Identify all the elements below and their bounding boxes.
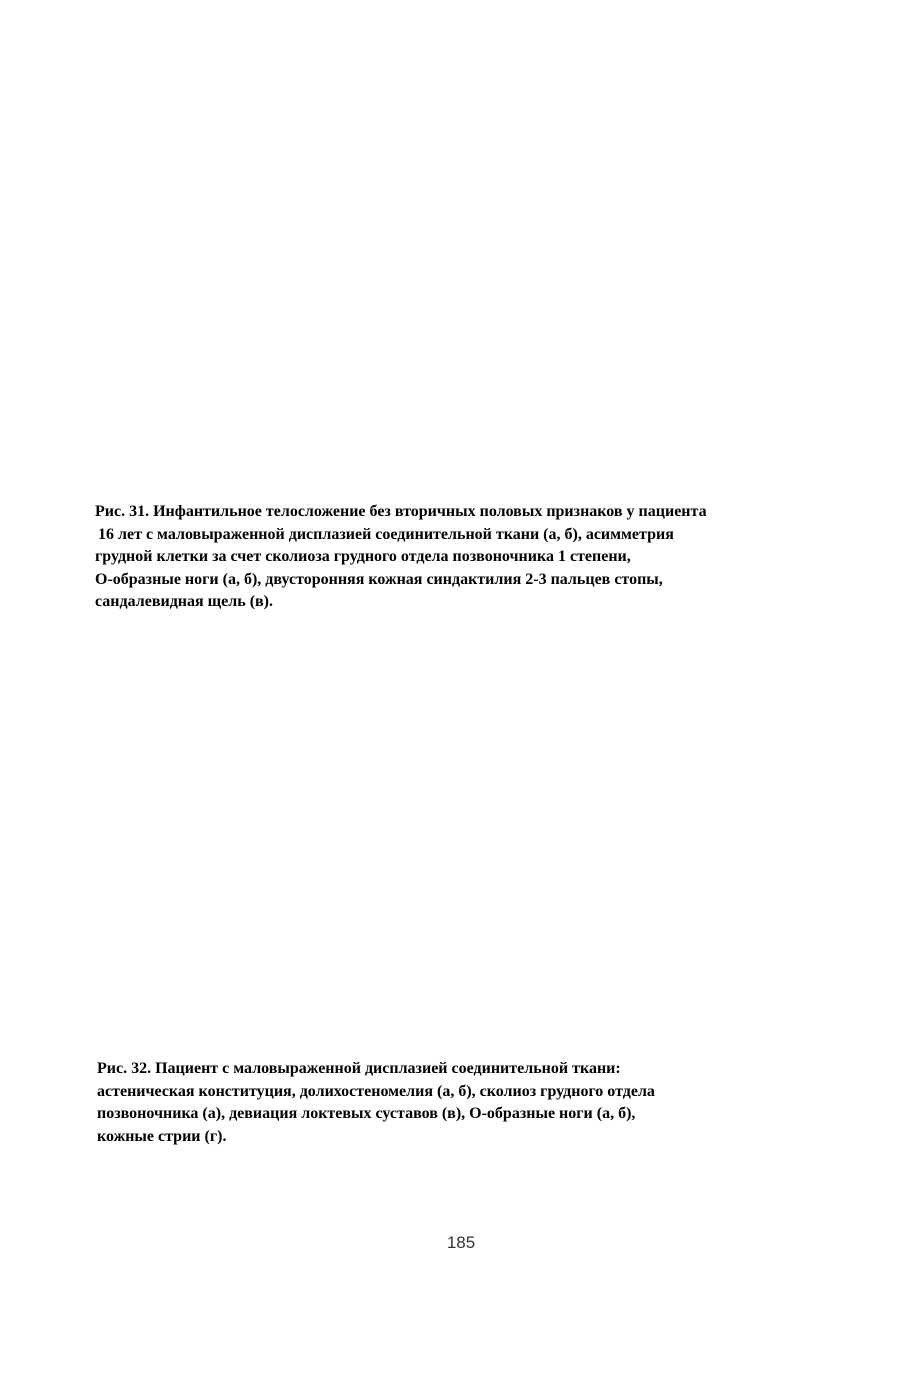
caption-line: грудной клетки за счет сколиоза грудного отдела позвоночника 1 степени,: [95, 548, 631, 565]
figure-32-caption: [97, 1058, 837, 1148]
caption-line: Рис. 32. Пациент с маловыраженной дисплазией соединительной ткани:: [97, 1060, 621, 1077]
caption-line: О-образные ноги (а, б), двусторонняя кожная синдактилия 2-3 пальцев стопы,: [95, 570, 663, 588]
caption-line: Рис. 31. Инфантильное телосложение без вторичных половых признаков у пациента: [95, 503, 707, 520]
caption-line: 16 лет с маловыраженной дисплазией соединительной ткани (а, б), асимметрия: [98, 525, 674, 543]
figure-31-caption: [95, 501, 835, 614]
caption-line: астеническая конституция, долихостеномелия (а, б), сколиоз грудного отдела: [97, 1082, 655, 1100]
page-number: 185: [446, 1233, 476, 1252]
caption-line: кожные стрии (г).: [97, 1127, 227, 1145]
caption-line: сандалевидная щель (в).: [95, 593, 273, 610]
caption-line: позвоночника (а), девиация локтевых суставов (в), О-образные ноги (а, б),: [97, 1105, 636, 1122]
